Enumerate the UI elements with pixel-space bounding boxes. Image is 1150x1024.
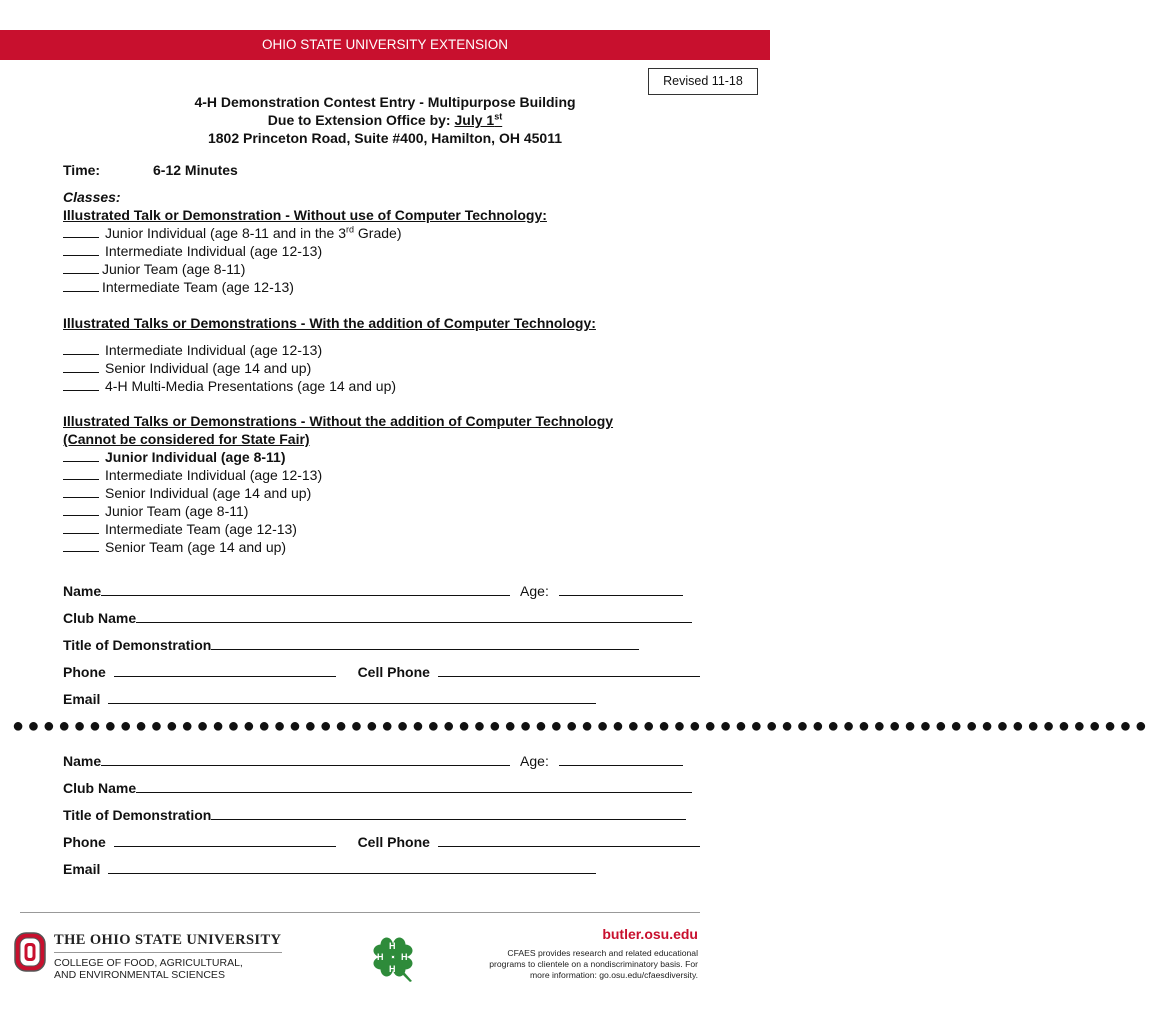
check-blank[interactable] [63,224,99,238]
dotted-separator: ●●●●●●●●●●●●●●●●●●●●●●●●●●●●●●●●●●●●●●●●●●●●●●●●●●●●●●●●●●●●●●●●●●●●●●●●●● [12,715,1150,737]
check-blank[interactable] [63,484,99,498]
name-label: Name [63,583,102,599]
college-name: COLLEGE OF FOOD, AGRICULTURAL, AND ENVIRONMENTAL SCIENCES [54,957,243,981]
revised-box: Revised 11-18 [648,68,758,95]
age-field[interactable] [559,582,683,596]
club-name-field[interactable] [136,779,692,793]
class-option[interactable]: Intermediate Individual (age 12-13) [63,242,743,260]
time-row [63,162,238,178]
cell-phone-label: Cell Phone [357,834,430,850]
class-option[interactable]: Intermediate Team (age 12-13) [63,520,743,538]
check-blank[interactable] [63,341,99,355]
classes-section-2 [63,314,743,395]
email-label: Email [63,691,101,707]
section2-heading: Illustrated Talks or Demonstrations - With the addition of Computer Technology: [63,315,596,331]
svg-text:H: H [389,964,396,974]
due-label: Due to Extension Office by: [267,112,455,128]
name-field[interactable] [101,752,510,766]
demo-title-field[interactable] [211,636,639,650]
svg-text:H: H [377,952,384,962]
class-option[interactable]: Intermediate Individual (age 12-13) [63,341,743,359]
university-name: THE OHIO STATE UNIVERSITY [54,932,282,948]
age-label: Age: [520,583,549,599]
phone-label: Phone [63,664,106,680]
nondiscrimination-statement: CFAES provides research and related educational programs to clientele on a nondiscriminatory basis. For more information: go.osu.edu/cfaesdiversity. [489,948,698,980]
age-label: Age: [520,753,549,769]
name-label: Name [63,753,102,769]
check-blank[interactable] [63,377,99,391]
class-option[interactable]: Junior Team (age 8-11) [63,260,743,278]
check-blank[interactable] [63,502,99,516]
check-blank[interactable] [63,260,99,274]
check-blank[interactable] [63,359,99,373]
class-option[interactable]: Junior Individual (age 8-11) [63,448,743,466]
phone-label: Phone [63,834,106,850]
club-name-field[interactable] [136,609,692,623]
osu-cfaes-logo [14,928,304,988]
four-h-clover-icon [368,932,418,982]
email-field[interactable] [108,860,596,874]
cell-phone-field[interactable] [438,663,700,677]
website-link[interactable]: butler.osu.edu [602,926,698,942]
class-option[interactable]: 4-H Multi-Media Presentations (age 14 and up) [63,377,743,395]
check-blank[interactable] [63,448,99,462]
demo-title-field[interactable] [211,806,686,820]
check-blank[interactable] [63,466,99,480]
classes-label: Classes: [63,189,121,205]
cell-phone-field[interactable] [438,833,700,847]
section3-heading: Illustrated Talks or Demonstrations - Without the addition of Computer Technology [63,413,614,429]
due-date: July 1st [454,111,503,128]
check-blank[interactable] [63,520,99,534]
club-name-label: Club Name [63,780,137,796]
svg-text:H: H [389,941,396,951]
class-option[interactable]: Senior Individual (age 14 and up) [63,484,743,502]
check-blank[interactable] [63,278,99,292]
svg-text:H: H [401,952,408,962]
section1-heading: Illustrated Talk or Demonstration - Without use of Computer Technology: [63,207,547,223]
classes-section-1 [63,188,743,296]
logo-rule [54,952,282,953]
class-option[interactable]: Intermediate Team (age 12-13) [63,278,743,296]
check-blank[interactable] [63,538,99,552]
demo-title-label: Title of Demonstration [63,807,212,823]
phone-field[interactable] [114,833,336,847]
due-date-line [60,111,710,129]
classes-section-3 [63,412,743,556]
time-value: 6-12 Minutes [153,162,238,178]
class-option[interactable]: Junior Team (age 8-11) [63,502,743,520]
office-address: 1802 Princeton Road, Suite #400, Hamilton, OH 45011 [207,130,563,146]
footer-divider [20,912,700,913]
extension-banner: OHIO STATE UNIVERSITY EXTENSION [0,30,770,60]
check-blank[interactable] [63,242,99,256]
class-option[interactable]: Intermediate Individual (age 12-13) [63,466,743,484]
demo-title-label: Title of Demonstration [63,637,212,653]
email-label: Email [63,861,101,877]
club-name-label: Club Name [63,610,137,626]
form-header [60,93,710,147]
time-label: Time: [63,162,101,178]
name-field[interactable] [101,582,510,596]
class-option[interactable]: Senior Team (age 14 and up) [63,538,743,556]
age-field[interactable] [559,752,683,766]
section3-subheading: (Cannot be considered for State Fair) [63,431,310,447]
block-o-icon [14,932,46,972]
phone-field[interactable] [114,663,336,677]
cell-phone-label: Cell Phone [357,664,430,680]
email-field[interactable] [108,690,596,704]
class-option[interactable]: Senior Individual (age 14 and up) [63,359,743,377]
class-option[interactable]: Junior Individual (age 8-11 and in the 3rd Grade) [63,224,743,242]
contest-title: 4-H Demonstration Contest Entry - Multipurpose Building [194,94,576,110]
